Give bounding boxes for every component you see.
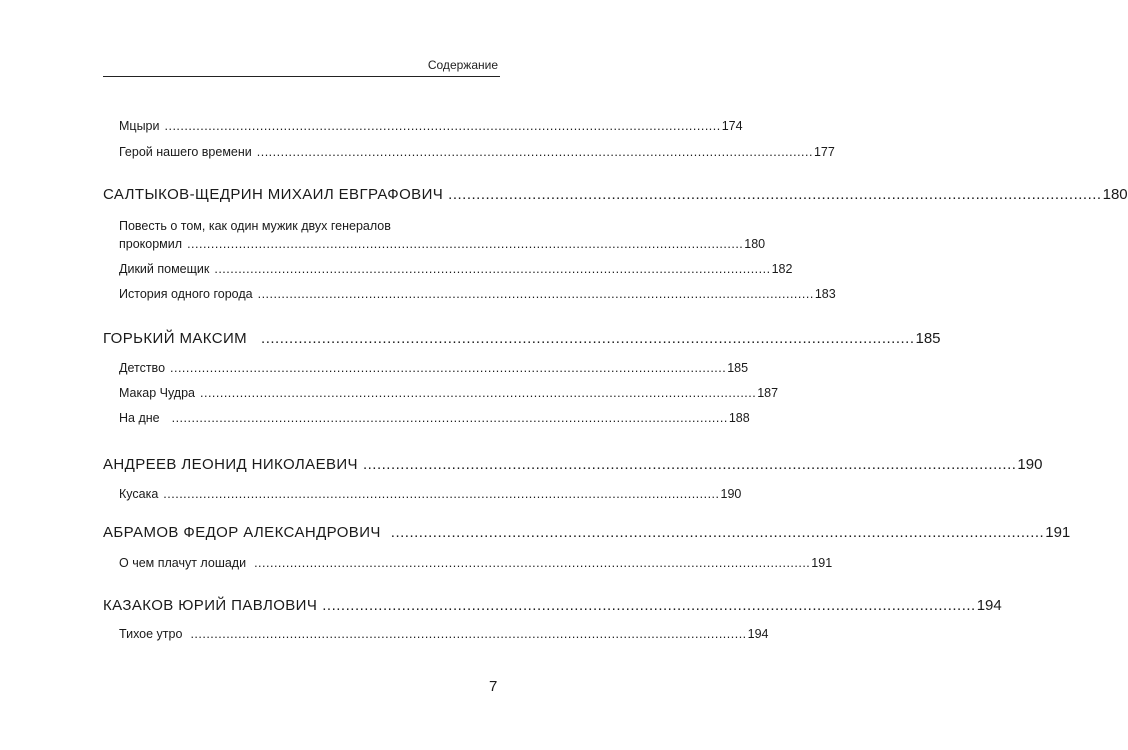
toc-entry-title: На дне — [119, 411, 160, 425]
dot-leader: ............................................................................................................................................ — [257, 287, 814, 301]
toc-entry-page: 188 — [728, 411, 750, 425]
toc-author-name: КАЗАКОВ ЮРИЙ ПАВЛОВИЧ — [103, 597, 318, 614]
dot-leader: ............................................................................................................................................ — [261, 330, 915, 347]
toc-author-name: САЛТЫКОВ-ЩЕДРИН МИХАИЛ ЕВГРАФОВИЧ — [103, 186, 444, 203]
toc-entry-title: Кусака — [119, 487, 159, 501]
toc-entry-page: 177 — [813, 145, 835, 159]
dot-leader: ............................................................................................................................................ — [170, 361, 727, 375]
toc-entry-title: Герой нашего времени — [119, 145, 252, 159]
toc-entry-title: Мцыри — [119, 119, 160, 133]
toc-entry-title: Дикий помещик — [119, 262, 210, 276]
toc-entry-makar[interactable] — [119, 386, 779, 400]
toc-entry-povest-line1[interactable]: Повесть о том, как один мужик двух генералов — [119, 219, 391, 233]
toc-entry-title: прокормил — [119, 237, 183, 251]
toc-entry-istoriya[interactable] — [119, 287, 836, 301]
toc-entry-kusaka[interactable] — [119, 487, 742, 501]
toc-entry-title: Тихое утро — [119, 627, 183, 641]
dot-leader: ............................................................................................................................................ — [187, 237, 744, 251]
toc-entry-page: 180 — [744, 237, 766, 251]
dot-leader: ............................................................................................................................................ — [362, 456, 1017, 473]
toc-author-andreev[interactable] — [103, 456, 1043, 473]
dot-leader: ............................................................................................................................................ — [164, 119, 721, 133]
toc-entry-page: 187 — [757, 386, 779, 400]
dot-leader: ............................................................................................................................................ — [190, 627, 747, 641]
toc-entry-povest[interactable] — [119, 237, 766, 251]
toc-author-page: 191 — [1045, 524, 1071, 541]
toc-entry-title: О чем плачут лошади — [119, 556, 247, 570]
toc-entry-title: Детство — [119, 361, 166, 375]
toc-entry-tikhoe[interactable] — [119, 627, 769, 641]
dot-leader: ............................................................................................................................................ — [163, 487, 720, 501]
page-number: 7 — [489, 678, 498, 695]
toc-author-abramov[interactable] — [103, 524, 1071, 541]
dot-leader: ............................................................................................................................................ — [254, 556, 811, 570]
toc-entry-page: 194 — [747, 627, 769, 641]
toc-entry-nadne[interactable] — [119, 411, 750, 425]
toc-entry-page: 182 — [771, 262, 793, 276]
toc-author-saltykov[interactable] — [103, 186, 1128, 203]
toc-author-kazakov[interactable] — [103, 597, 1002, 614]
dot-leader: ............................................................................................................................................ — [171, 411, 728, 425]
toc-author-page: 185 — [915, 330, 941, 347]
toc-author-page: 180 — [1102, 186, 1128, 203]
header-divider — [103, 76, 500, 77]
running-header: Содержание — [427, 58, 498, 72]
toc-entry-page: 191 — [811, 556, 833, 570]
toc-author-name: АНДРЕЕВ ЛЕОНИД НИКОЛАЕВИЧ — [103, 456, 358, 473]
toc-entry-page: 190 — [720, 487, 742, 501]
toc-author-page: 190 — [1017, 456, 1043, 473]
dot-leader: ............................................................................................................................................ — [390, 524, 1045, 541]
toc-author-name: АБРАМОВ ФЕДОР АЛЕКСАНДРОВИЧ — [103, 524, 381, 541]
toc-entry-loshadi[interactable] — [119, 556, 833, 570]
toc-entry-detstvo[interactable] — [119, 361, 749, 375]
toc-author-page: 194 — [976, 597, 1002, 614]
toc-entry-mtsyri[interactable] — [119, 119, 743, 133]
toc-entry-page: 174 — [721, 119, 743, 133]
dot-leader: ............................................................................................................................................ — [322, 597, 976, 614]
toc-entry-geroy[interactable] — [119, 145, 835, 159]
dot-leader: ............................................................................................................................................ — [256, 145, 813, 159]
toc-entry-page: 183 — [814, 287, 836, 301]
toc-entry-dikiy[interactable] — [119, 262, 793, 276]
dot-leader: ............................................................................................................................................ — [448, 186, 1102, 203]
dot-leader: ............................................................................................................................................ — [200, 386, 757, 400]
toc-entry-title: Макар Чудра — [119, 386, 195, 400]
toc-author-name: ГОРЬКИЙ МАКСИМ — [103, 330, 248, 347]
dot-leader: ............................................................................................................................................ — [214, 262, 771, 276]
toc-entry-page: 185 — [727, 361, 749, 375]
toc-entry-title: История одного города — [119, 287, 253, 301]
toc-author-gorky[interactable] — [103, 330, 941, 347]
